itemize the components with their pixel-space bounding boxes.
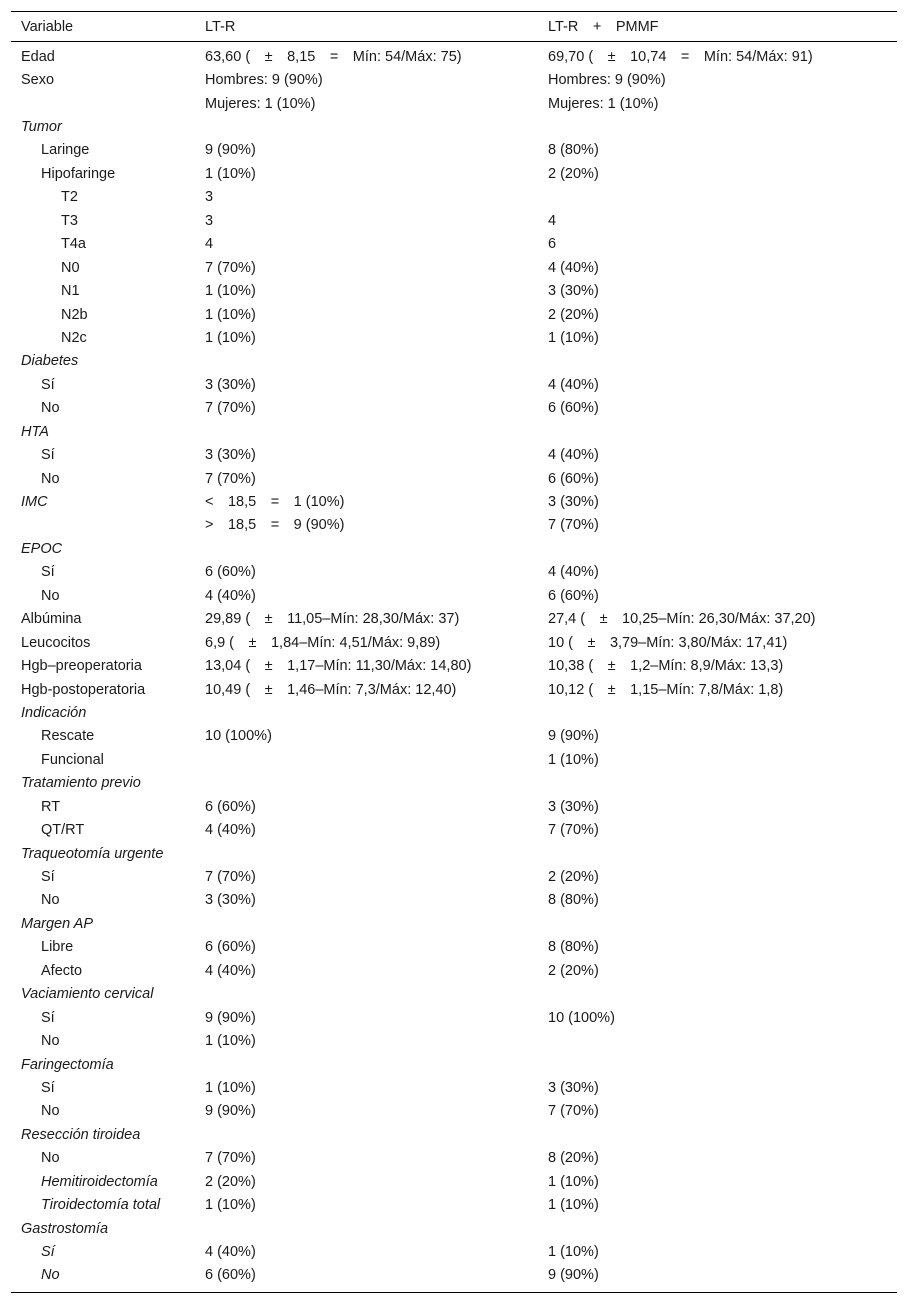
table-row [11,701,897,724]
table-row [11,795,897,818]
table-row [11,912,897,935]
cell-ltr-pmmf: 8 (80%) [548,892,599,909]
cell-variable: Sí [41,869,55,886]
cell-ltr: 3 [205,212,214,229]
cell-variable: Tratamiento previo [21,775,141,792]
cell-ltr: 7 (70%) [205,1150,256,1167]
table-row [11,326,897,349]
cell-ltr-pmmf: 4 (40%) [548,376,599,393]
cell-ltr: Mujeres: 1 (10%) [205,95,316,112]
cell-variable: Indicación [21,704,87,721]
table-row [11,959,897,982]
cell-ltr-pmmf: Mujeres: 1 (10%) [548,95,659,112]
cell-ltr-pmmf: 6 (60%) [548,470,599,487]
cell-variable: Tiroidectomía total [41,1197,161,1214]
table-row [11,1053,897,1076]
cell-ltr-pmmf: 69,70 ( ± 10,74 = Mín: 54/Máx: 91) [548,48,813,65]
cell-ltr: 2 (20%) [205,1173,256,1190]
cell-ltr-pmmf: 1 (10%) [548,329,599,346]
cell-ltr-pmmf: 2 (20%) [548,869,599,886]
header-variable: Variable [21,18,74,35]
cell-ltr-pmmf: 4 (40%) [548,447,599,464]
cell-variable: Traqueotomía urgente [21,845,164,862]
cell-variable: Margen AP [21,915,93,932]
cell-ltr: 1 (10%) [205,329,256,346]
table-row [11,209,897,232]
table-row [11,1217,897,1240]
cell-ltr: 63,60 ( ± 8,15 = Mín: 54/Máx: 75) [205,48,462,65]
cell-variable: Sí [41,1244,55,1261]
cell-ltr-pmmf: 2 (20%) [548,962,599,979]
table-row [11,1029,897,1052]
cell-ltr-pmmf: 1 (10%) [548,1173,599,1190]
cell-variable: Sexo [21,72,55,89]
cell-variable: Gastrostomía [21,1220,109,1237]
table-row [11,584,897,607]
cell-ltr: 7 (70%) [205,470,256,487]
cell-ltr-pmmf: 27,4 ( ± 10,25–Mín: 26,30/Máx: 37,20) [548,611,816,628]
cell-ltr-pmmf: 8 (80%) [548,142,599,159]
cell-ltr-pmmf: Hombres: 9 (90%) [548,72,666,89]
cell-ltr: 4 [205,236,214,253]
table-row [11,772,897,795]
cell-ltr-pmmf: 4 (40%) [548,259,599,276]
cell-ltr: 1 (10%) [205,283,256,300]
cell-ltr: 7 (70%) [205,259,256,276]
table-row [11,443,897,466]
cell-ltr-pmmf: 7 (70%) [548,822,599,839]
table-row [11,68,897,91]
cell-ltr: 29,89 ( ± 11,05–Mín: 28,30/Máx: 37) [205,611,460,628]
cell-variable: Tumor [21,119,62,136]
table-row [11,467,897,490]
cell-ltr-pmmf: 3 (30%) [548,283,599,300]
table-row [11,1123,897,1146]
cell-ltr: 13,04 ( ± 1,17–Mín: 11,30/Máx: 14,80) [205,658,472,675]
table-row [11,983,897,1006]
cell-ltr-pmmf: 4 [548,212,557,229]
cell-ltr: 3 (30%) [205,376,256,393]
table-row [11,279,897,302]
table-row [11,725,897,748]
table-row [11,186,897,209]
cell-ltr: 1 (10%) [205,306,256,323]
bottom-rule [11,1292,897,1293]
table-row [11,561,897,584]
cell-ltr-pmmf: 8 (80%) [548,939,599,956]
table-row [11,748,897,771]
cell-ltr: 6,9 ( ± 1,84–Mín: 4,51/Máx: 9,89) [205,634,441,651]
cell-ltr: 3 [205,189,214,206]
cell-ltr-pmmf: 2 (20%) [548,165,599,182]
table-row [11,631,897,654]
cell-ltr-pmmf: 10,38 ( ± 1,2–Mín: 8,9/Máx: 13,3) [548,658,784,675]
cell-ltr: 10,49 ( ± 1,46–Mín: 7,3/Máx: 12,40) [205,681,457,698]
cell-variable: No [41,400,60,417]
table-body [11,42,897,1292]
cell-variable: Edad [21,48,55,65]
cell-ltr: 9 (90%) [205,1009,256,1026]
cell-ltr-pmmf: 7 (70%) [548,1103,599,1120]
cell-variable: Afecto [41,962,83,979]
cell-ltr-pmmf: 3 (30%) [548,494,599,511]
table-row [11,1264,897,1287]
cell-variable: Sí [41,376,55,393]
cell-ltr: 4 (40%) [205,587,256,604]
table-row [11,115,897,138]
cell-variable: No [41,470,60,487]
cell-ltr: 6 (60%) [205,798,256,815]
cell-ltr-pmmf: 2 (20%) [548,306,599,323]
cell-variable: Funcional [41,751,104,768]
cell-ltr-pmmf: 1 (10%) [548,751,599,768]
cell-ltr-pmmf: 3 (30%) [548,1079,599,1096]
cell-variable: Leucocitos [21,634,91,651]
table-row [11,256,897,279]
cell-ltr-pmmf: 7 (70%) [548,517,599,534]
cell-variable: HTA [21,423,49,440]
cell-variable: No [41,1267,60,1284]
cell-ltr-pmmf: 6 (60%) [548,400,599,417]
table-row [11,818,897,841]
table-row [11,1076,897,1099]
cell-ltr: < 18,5 = 1 (10%) [205,494,345,511]
cell-ltr: 1 (10%) [205,165,256,182]
cell-ltr: 1 (10%) [205,1033,256,1050]
cell-ltr-pmmf: 1 (10%) [548,1197,599,1214]
cell-ltr: 7 (70%) [205,400,256,417]
cell-variable: Libre [41,939,74,956]
cell-variable: Albúmina [21,611,82,628]
cell-variable: IMC [21,494,48,511]
cell-ltr: 1 (10%) [205,1079,256,1096]
cell-ltr-pmmf: 8 (20%) [548,1150,599,1167]
cell-ltr-pmmf: 3 (30%) [548,798,599,815]
table-row [11,842,897,865]
cell-ltr: 10 (100%) [205,728,272,745]
cell-variable: Sí [41,447,55,464]
cell-ltr-pmmf: 1 (10%) [548,1244,599,1261]
cell-variable: Hipofaringe [41,165,116,182]
cell-variable: T3 [61,212,78,229]
cell-ltr: 6 (60%) [205,939,256,956]
cell-variable: Hemitiroidectomía [41,1173,158,1190]
cell-ltr: 9 (90%) [205,1103,256,1120]
data-table [11,11,897,1293]
table-row [11,608,897,631]
cell-variable: Laringe [41,142,90,159]
cell-ltr: 1 (10%) [205,1197,256,1214]
cell-variable: No [41,892,60,909]
cell-variable: No [41,1103,60,1120]
cell-variable: No [41,1150,60,1167]
table-row [11,373,897,396]
table-row [11,45,897,68]
table-row [11,490,897,513]
cell-ltr: 6 (60%) [205,564,256,581]
cell-ltr: 7 (70%) [205,869,256,886]
cell-variable: N1 [61,283,80,300]
table-row [11,303,897,326]
cell-ltr: 4 (40%) [205,822,256,839]
cell-ltr: > 18,5 = 9 (90%) [205,517,345,534]
table-row [11,350,897,373]
cell-ltr-pmmf: 9 (90%) [548,1267,599,1284]
cell-variable: N2c [61,329,87,346]
cell-variable: Hgb-postoperatoria [21,681,146,698]
table-row [11,678,897,701]
table-row [11,1006,897,1029]
cell-ltr: 3 (30%) [205,447,256,464]
cell-ltr: 4 (40%) [205,962,256,979]
cell-variable: RT [41,798,61,815]
cell-variable: No [41,1033,60,1050]
header-row [11,12,897,41]
cell-variable: N0 [61,259,80,276]
cell-variable: Vaciamiento cervical [21,986,154,1003]
cell-variable: Sí [41,1079,55,1096]
cell-variable: EPOC [21,540,63,557]
cell-variable: Rescate [41,728,95,745]
table-row [11,1147,897,1170]
cell-variable: Hgb–preoperatoria [21,658,142,675]
table-row [11,514,897,537]
cell-ltr-pmmf: 6 (60%) [548,587,599,604]
table-row [11,139,897,162]
table-row [11,1193,897,1216]
cell-variable: QT/RT [41,822,85,839]
cell-ltr-pmmf: 6 [548,236,557,253]
cell-variable: T2 [61,189,78,206]
cell-ltr-pmmf: 9 (90%) [548,728,599,745]
cell-variable: Sí [41,1009,55,1026]
table-row [11,889,897,912]
table-row [11,397,897,420]
table-row [11,92,897,115]
cell-variable: Diabetes [21,353,79,370]
table-row [11,1240,897,1263]
table-row [11,936,897,959]
cell-ltr: 3 (30%) [205,892,256,909]
header-ltr-pmmf: LT-R + PMMF [548,18,659,35]
cell-variable: No [41,587,60,604]
table-row [11,420,897,443]
cell-variable: Faringectomía [21,1056,114,1073]
table-row [11,1100,897,1123]
cell-variable: N2b [61,306,88,323]
cell-ltr: Hombres: 9 (90%) [205,72,323,89]
cell-ltr-pmmf: 4 (40%) [548,564,599,581]
cell-ltr-pmmf: 10,12 ( ± 1,15–Mín: 7,8/Máx: 1,8) [548,681,784,698]
table-row [11,1170,897,1193]
cell-ltr: 6 (60%) [205,1267,256,1284]
cell-ltr: 4 (40%) [205,1244,256,1261]
cell-ltr: 9 (90%) [205,142,256,159]
cell-variable: Sí [41,564,55,581]
table-row [11,865,897,888]
table-row [11,233,897,256]
cell-variable: Resección tiroidea [21,1126,141,1143]
header-ltr: LT-R [205,18,236,35]
cell-ltr-pmmf: 10 (100%) [548,1009,615,1026]
cell-variable: T4a [61,236,86,253]
cell-ltr-pmmf: 10 ( ± 3,79–Mín: 3,80/Máx: 17,41) [548,634,788,651]
table-row [11,537,897,560]
table-row [11,162,897,185]
table-row [11,654,897,677]
